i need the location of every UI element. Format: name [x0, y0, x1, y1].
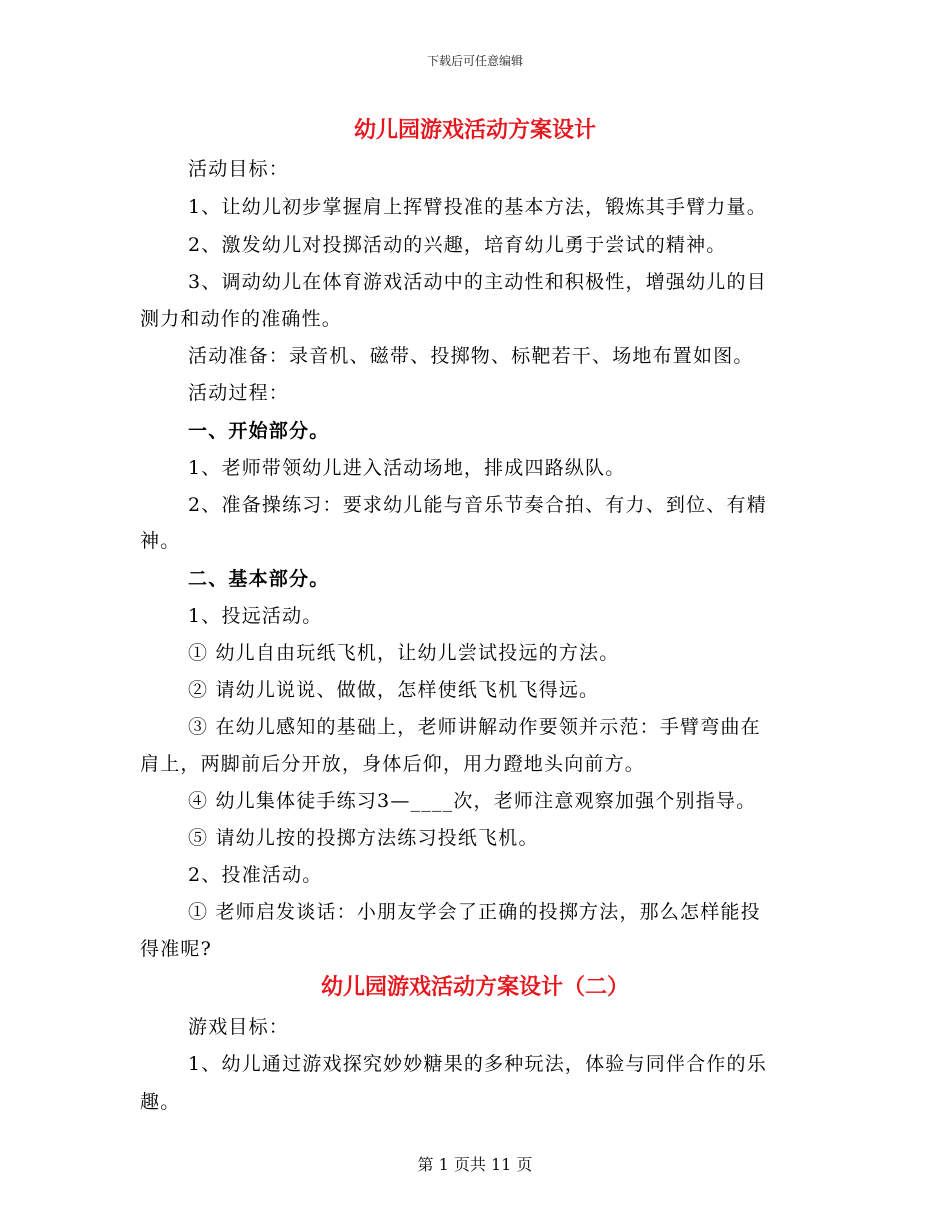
- goal-item-3-line2: 测力和动作的准确性。: [140, 308, 343, 330]
- goal-item-2: 2、激发幼儿对投掷活动的兴趣，培育幼儿勇于尝试的精神。: [188, 234, 727, 256]
- process-label: 活动过程：: [188, 382, 290, 404]
- section-heading-basic: 二、基本部分。: [188, 568, 330, 590]
- basic-step-4: ④ 幼儿集体徒手练习3—____次，老师注意观察加强个别指导。: [188, 790, 757, 812]
- basic-subsection-1: 1、投远活动。: [188, 605, 323, 627]
- basic-step-5: ⑤ 请幼儿按的投掷方法练习投纸飞机。: [188, 827, 539, 849]
- start-item-2-line2: 神。: [140, 530, 181, 552]
- basic-step-2: ② 请幼儿说说、做做，怎样使纸飞机飞得远。: [188, 679, 600, 701]
- page-footer: 第 1 页共 11 页: [417, 1155, 533, 1174]
- page-header-note: 下载后可任意编辑: [426, 54, 523, 68]
- goal-item-3-line1: 3、调动幼儿在体育游戏活动中的主动性和积极性，增强幼儿的目: [188, 271, 767, 293]
- basic-subsection-2: 2、投准活动。: [188, 864, 323, 886]
- start-item-1: 1、老师带领幼儿进入活动场地，排成四路纵队。: [188, 457, 626, 479]
- game-goal-1-line1: 1、幼儿通过游戏探究妙妙糖果的多种玩法，体验与同伴合作的乐: [188, 1053, 767, 1075]
- goal-item-1: 1、让幼儿初步掌握肩上挥臂投准的基本方法，锻炼其手臂力量。: [188, 196, 767, 218]
- section-heading-start: 一、开始部分。: [188, 420, 330, 442]
- preparation-line: 活动准备：录音机、磁带、投掷物、标靶若干、场地布置如图。: [188, 345, 754, 367]
- basic-step-3-line2: 肩上，两脚前后分开放，身体后仰，用力蹬地头向前方。: [140, 753, 646, 775]
- goal-label: 活动目标：: [188, 158, 290, 180]
- document-title-2: 幼儿园游戏活动方案设计（二）: [320, 974, 629, 1000]
- game-goal-label: 游戏目标：: [188, 1016, 290, 1038]
- start-item-2-line1: 2、准备操练习：要求幼儿能与音乐节奏合拍、有力、到位、有精: [188, 494, 767, 516]
- basic-step-6-line1: ① 老师启发谈话：小朋友学会了正确的投掷方法，那么怎样能投: [188, 901, 761, 923]
- basic-step-3-line1: ③ 在幼儿感知的基础上，老师讲解动作要领并示范：手臂弯曲在: [188, 716, 761, 738]
- game-goal-1-line2: 趣。: [140, 1091, 181, 1113]
- basic-step-1: ① 幼儿自由玩纸飞机，让幼儿尝试投远的方法。: [188, 642, 620, 664]
- document-title: 幼儿园游戏活动方案设计: [353, 117, 596, 143]
- basic-step-6-line2: 得准呢?: [140, 938, 212, 960]
